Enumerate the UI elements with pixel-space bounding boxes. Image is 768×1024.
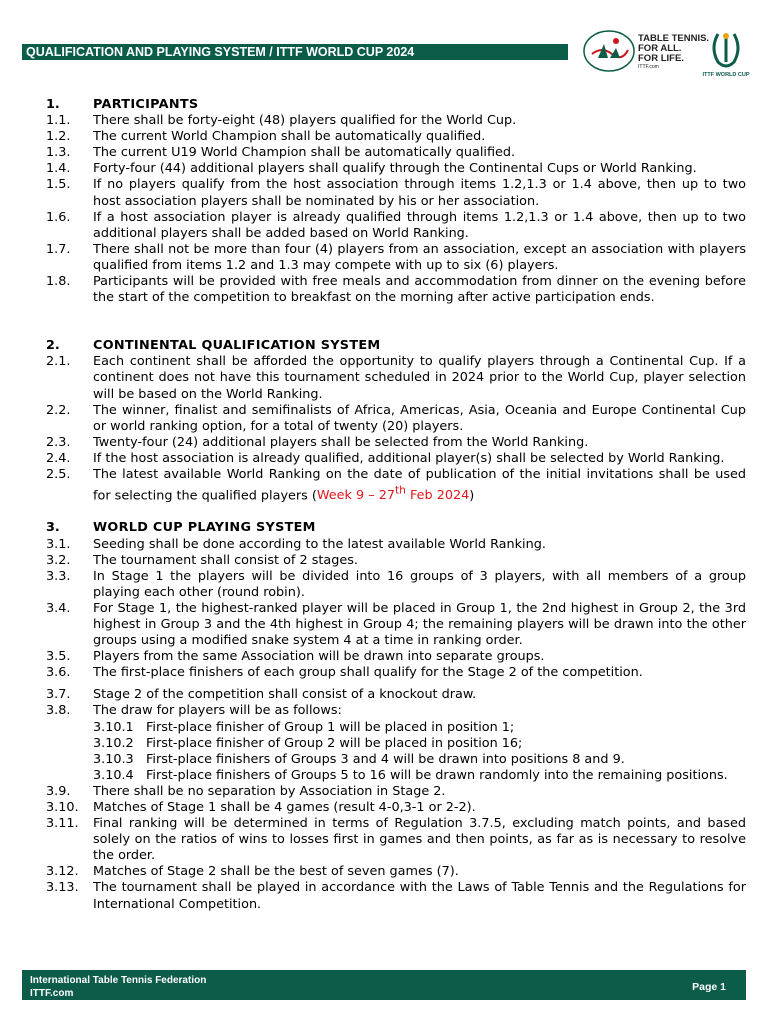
logo-block	[572, 26, 752, 78]
list-item: 3.13. The tournament shall be played in accordance with the Laws of Table Tennis and the Regulations for International Competition.	[46, 880, 746, 912]
list-item: 2.1. Each continent shall be afforded the opportunity to qualify players through a Continental Cup. If a continent does not have this tournament scheduled in 2024 prior to the World Cup, player selection will be based on the World Ranking.	[46, 354, 746, 402]
list-item: 3.12. Matches of Stage 2 shall be the best of seven games (7).	[46, 864, 459, 880]
footer-org: International Table Tennis Federation	[30, 975, 207, 986]
list-item: 3.10. Matches of Stage 1 shall be 4 games (result 4-0,3-1 or 2-2).	[46, 800, 476, 816]
list-item: 1.6. If a host association player is already qualified through items 1.2,1.3 or 1.4 above, then up to two additional players shall be added based on World Ranking.	[46, 209, 746, 241]
list-item: 3.3. In Stage 1 the players will be divided into 16 groups of 3 players, with all members of a group playing each other (round robin).	[46, 568, 746, 600]
world-cup-logo-icon	[706, 28, 746, 78]
list-item: 2.3. Twenty-four (24) additional players shall be selected from the World Ranking.	[46, 434, 589, 450]
list-item: 1.1. There shall be forty-eight (48) players qualified for the World Cup.	[46, 113, 517, 129]
section-heading: 1. PARTICIPANTS	[46, 97, 199, 112]
ittf-table-tennis-logo-icon	[582, 28, 636, 74]
world-cup-logo-text: ITTF WORLD CUP	[702, 72, 750, 78]
list-item: 1.4. Forty-four (44) additional players shall qualify through the Continental Cups or World Ranking.	[46, 161, 697, 177]
list-item: 2.2. The winner, finalist and semifinalists of Africa, Americas, Asia, Oceania and Europe Continental Cup or world ranking option, for a total of twenty (20) players.	[46, 402, 746, 434]
document-footer	[22, 970, 746, 1000]
sub-list-item: 3.10.3 First-place finishers of Groups 3 and 4 will be drawn into positions 8 and 9.	[93, 751, 625, 767]
section-heading: 2. CONTINENTAL QUALIFICATION SYSTEM	[46, 338, 381, 354]
sub-list-item: 3.10.1 First-place finisher of Group 1 will be placed in position 1;	[93, 719, 515, 735]
sub-list-item: 3.10.4 First-place finishers of Groups 5 to 16 will be drawn randomly into the remaining positions.	[93, 767, 728, 783]
list-item: 1.8. Participants will be provided with free meals and accommodation from dinner on the evening before the start of the competition to breakfast on the morning after active participation ends.	[46, 274, 746, 306]
footer-website-link[interactable]: ITTF.com	[30, 988, 74, 999]
list-item: 3.7. Stage 2 of the competition shall consist of a knockout draw.	[46, 687, 477, 703]
logo-tagline: TABLE TENNIS. FOR ALL. FOR LIFE. ITTF.com	[638, 33, 710, 70]
list-item: 3.8. The draw for players will be as follows:	[46, 703, 342, 719]
list-item: 1.5. If no players qualify from the host association through items 1.2,1.3 or 1.4 above, then up to two host association players shall be nominated by his or her association.	[46, 177, 746, 209]
list-item: 3.11. Final ranking will be determined in terms of Regulation 3.7.5, excluding match points, and based solely on the ratios of wins to losses first in games and then points, as far as is necessary to resolve the order.	[46, 816, 746, 864]
list-item: 1.7. There shall not be more than four (4) players from an association, except an association with players qualified from items 1.2 and 1.3 may compete with up to six (6) players.	[46, 241, 746, 273]
document-header-bar	[22, 44, 568, 60]
list-item: 3.6. The first-place finishers of each group shall qualify for the Stage 2 of the competition.	[46, 665, 643, 681]
list-item: 1.2. The current World Champion shall be automatically qualified.	[46, 129, 486, 145]
list-item: 3.5. Players from the same Association will be drawn into separate groups.	[46, 649, 545, 665]
list-item: 3.2. The tournament shall consist of 2 stages.	[46, 552, 358, 568]
sub-list-item: 3.10.2 First-place finisher of Group 2 will be placed in position 16;	[93, 735, 523, 751]
list-item: 2.4. If the host association is already qualified, additional player(s) shall be selected by World Ranking.	[46, 450, 725, 466]
page-number: Page 1	[692, 981, 726, 993]
document-title: QUALIFICATION AND PLAYING SYSTEM / ITTF WORLD CUP 2024	[26, 45, 415, 59]
list-item: 3.4. For Stage 1, the highest-ranked player will be placed in Group 1, the 2nd highest in Group 2, the 3rd highest in Group 3 and the 4th highest in Group 4; the remaining players will be drawn into the other groups using a modified snake system 4 at a time in ranking order.	[46, 600, 746, 649]
section-heading: 3. WORLD CUP PLAYING SYSTEM	[46, 520, 316, 536]
list-item: 3.1. Seeding shall be done according to the latest available World Ranking.	[46, 536, 546, 552]
document-body	[46, 97, 746, 913]
list-item: 1.3. The current U19 World Champion shall be automatically qualified.	[46, 145, 516, 161]
list-item: 3.9. There shall be no separation by Association in Stage 2.	[46, 783, 446, 799]
list-item: 2.5. The latest available World Ranking on the date of publication of the initial invitations shall be used for selecting the qualified players (Week 9 – 27th Feb 2024)	[46, 466, 746, 504]
publication-date: Week 9 – 27th Feb 2024	[316, 484, 470, 504]
